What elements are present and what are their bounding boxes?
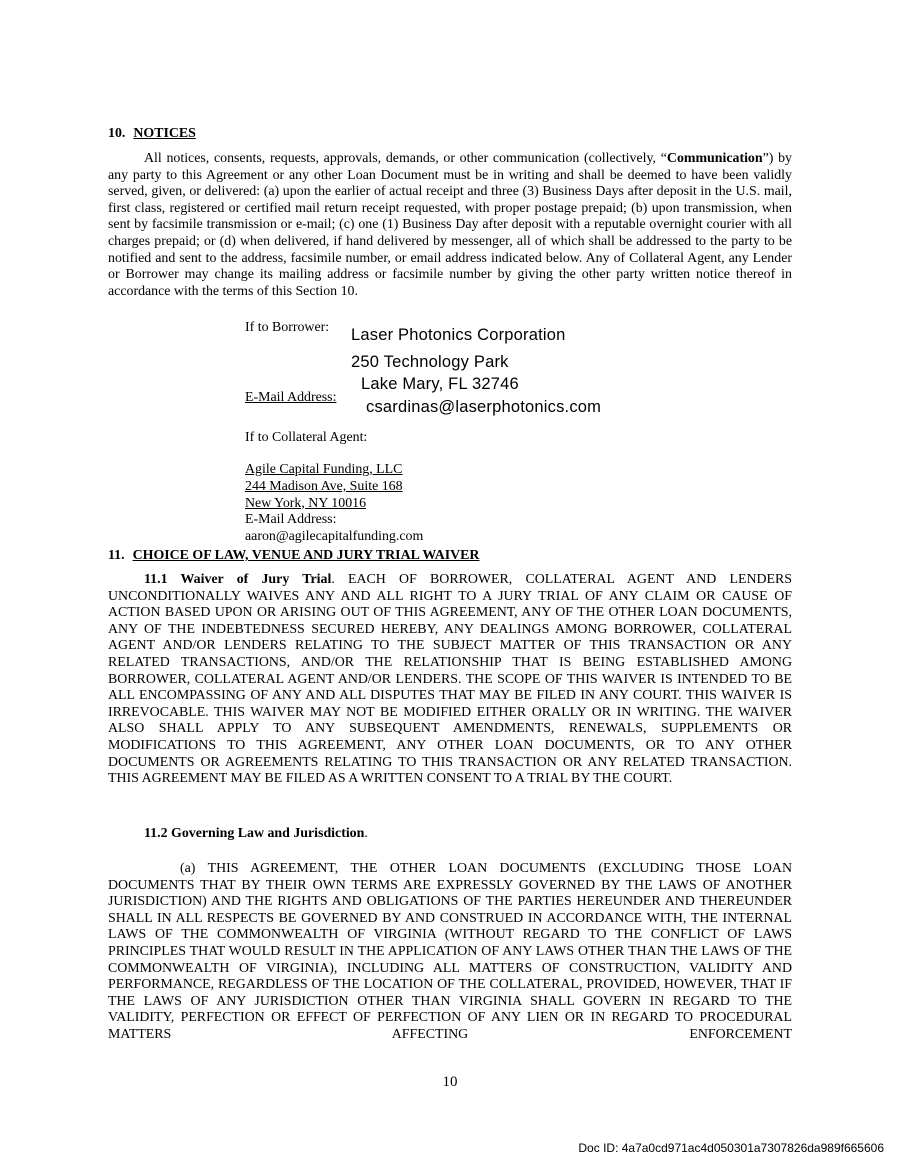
agent-email-label: E-Mail Address: <box>245 512 337 528</box>
section-11-number: 11. <box>108 548 125 563</box>
collateral-agent-address <box>245 462 423 546</box>
agent-address-line2: New York, NY 10016 <box>245 495 367 511</box>
doc-id: Doc ID: 4a7a0cd971ac4d050301a7307826da989f665606 <box>578 1141 884 1155</box>
jury-waiver-heading: 11.1 Waiver of Jury Trial <box>144 572 332 587</box>
agent-address-line1: 244 Madison Ave, Suite 168 <box>245 478 403 494</box>
borrower-address-line2: Lake Mary, FL 32746 <box>361 375 519 393</box>
notices-intro-pre: All notices, consents, requests, approvals, demands, or other communication (collectively, “ <box>144 151 667 166</box>
borrower-name: Laser Photonics Corporation <box>351 326 566 344</box>
section-11-heading <box>108 548 792 565</box>
jury-waiver-paragraph <box>108 572 792 788</box>
governing-law-heading: 11.2 Governing Law and Jurisdiction <box>144 826 365 841</box>
section-10-heading <box>108 126 792 143</box>
communication-term: Communication <box>666 151 763 166</box>
governing-law-clause-a: (a) THIS AGREEMENT, THE OTHER LOAN DOCUMENTS (EXCLUDING THOSE LOAN DOCUMENTS THAT BY THEIR OWN TERMS ARE EXPRESSLY GOVERNED BY THE LAWS OF ANOTHER JURISDICTION) AND THE RIGHTS AND OBLIGATIONS OF THE PARTIES HEREUNDER AND THEREUNDER SHALL IN ALL RESPECTS BE GOVERNED BY AND CONSTRUED IN ACCORDANCE WITH, THE INTERNAL LAWS OF THE COMMONWEALTH OF VIRGINIA (WITHOUT REGARD TO THE CONFLICT OF LAWS PRINCIPLES THAT WOULD RESULT IN THE APPLICATION OF ANY LAWS OTHER THAN THE LAWS OF THE COMMONWEALTH OF VIRGINIA), INCLUDING ALL MATTERS OF CONSTRUCTION, VALIDITY AND PERFORMANCE, REGARDLESS OF THE LOCATION OF THE COLLATERAL, PROVIDED, HOWEVER, THAT IF THE LAWS OF ANY JURISDICTION OTHER THAN VIRGINIA SHALL GOVERN IN REGARD TO THE VALIDITY, PERFECTION OR EFFECT OF PERFECTION OF ANY LIEN OR IN REGARD TO PROCEDURAL MATTERS AFFECTING ENFORCEMENT <box>108 861 792 1042</box>
jury-waiver-text: . EACH OF BORROWER, COLLATERAL AGENT AND LENDERS UNCONDITIONALLY WAIVES ANY AND ALL RIGHT TO A JURY TRIAL OF ANY CLAIM OR CAUSE OF ACTION BASED UPON OR ARISING OUT OF THIS AGREEMENT, ANY OF THE OTHER LOAN DOCUMENTS, ANY OF THE INDEBTEDNESS SECURED HEREBY, ANY DEALINGS AMONG BORROWER, COLLATERAL AGENT AND/OR LENDERS RELATING TO THE SUBJECT MATTER OF THIS TRANSACTION OR ANY RELATED TRANSACTIONS, AND/OR THE RELATIONSHIP THAT IS BEING ESTABLISHED AMONG BORROWER, COLLATERAL AGENT AND/OR LENDERS. THE SCOPE OF THIS WAIVER IS INTENDED TO BE ALL ENCOMPASSING OF ANY AND ALL DISPUTES THAT MAY BE FILED IN ANY COURT. THIS WAIVER IS IRREVOCABLE. THIS WAIVER MAY NOT BE MODIFIED EITHER ORALLY OR IN WRITING. THE WAIVER ALSO SHALL APPLY TO ANY SUBSEQUENT AMENDMENTS, RENEWALS, SUPPLEMENTS OR MODIFICATIONS TO THIS AGREEMENT, ANY OTHER LOAN DOCUMENTS, OR TO ANY OTHER DOCUMENTS OR AGREEMENTS RELATING TO THIS TRANSACTION OR ANY RELATED TRANSACTION. THIS AGREEMENT MAY BE FILED AS A WRITTEN CONSENT TO A TRIAL BY THE COURT. <box>108 572 792 787</box>
section-10-title: NOTICES <box>133 126 196 141</box>
notices-intro-post: ”) by any party to this Agreement or any other Loan Document must be in writing and shall be deemed to have been validly served, given, or delivered: (a) upon the earlier of actual receipt and three (3) Business Days after deposit in the U.S. mail, first class, registered or certified mail return receipt requested, with proper postage prepaid; (b) upon transmission, when sent by facsimile transmission or e-mail; (c) one (1) Business Day after deposit with a reputable overnight courier with all charges prepaid; or (d) when delivered, if hand delivered by messenger, all of which shall be addressed to the party to be notified and sent to the address, facsimile number, or email address indicated below. Any of Collateral Agent, any Lender or Borrower may change its mailing address or facsimile number by giving the other party written notice thereof in accordance with the terms of this Section 10. <box>108 151 792 299</box>
collateral-agent-label: If to Collateral Agent: <box>245 430 368 445</box>
governing-law-heading-line <box>108 826 792 843</box>
page-number: 10 <box>442 1074 458 1090</box>
borrower-label: If to Borrower: <box>245 320 330 335</box>
borrower-email: csardinas@laserphotonics.com <box>366 398 602 416</box>
agent-email: aaron@agilecapitalfunding.com <box>245 529 424 545</box>
section-11-title: CHOICE OF LAW, VENUE AND JURY TRIAL WAIVER <box>132 548 480 563</box>
section-10-number: 10. <box>108 126 126 141</box>
agent-name: Agile Capital Funding, LLC <box>245 462 403 477</box>
borrower-address-line1: 250 Technology Park <box>351 353 509 371</box>
notices-paragraph <box>108 151 792 300</box>
borrower-email-label: E-Mail Address: <box>245 390 337 405</box>
governing-law-period: . <box>364 826 368 841</box>
